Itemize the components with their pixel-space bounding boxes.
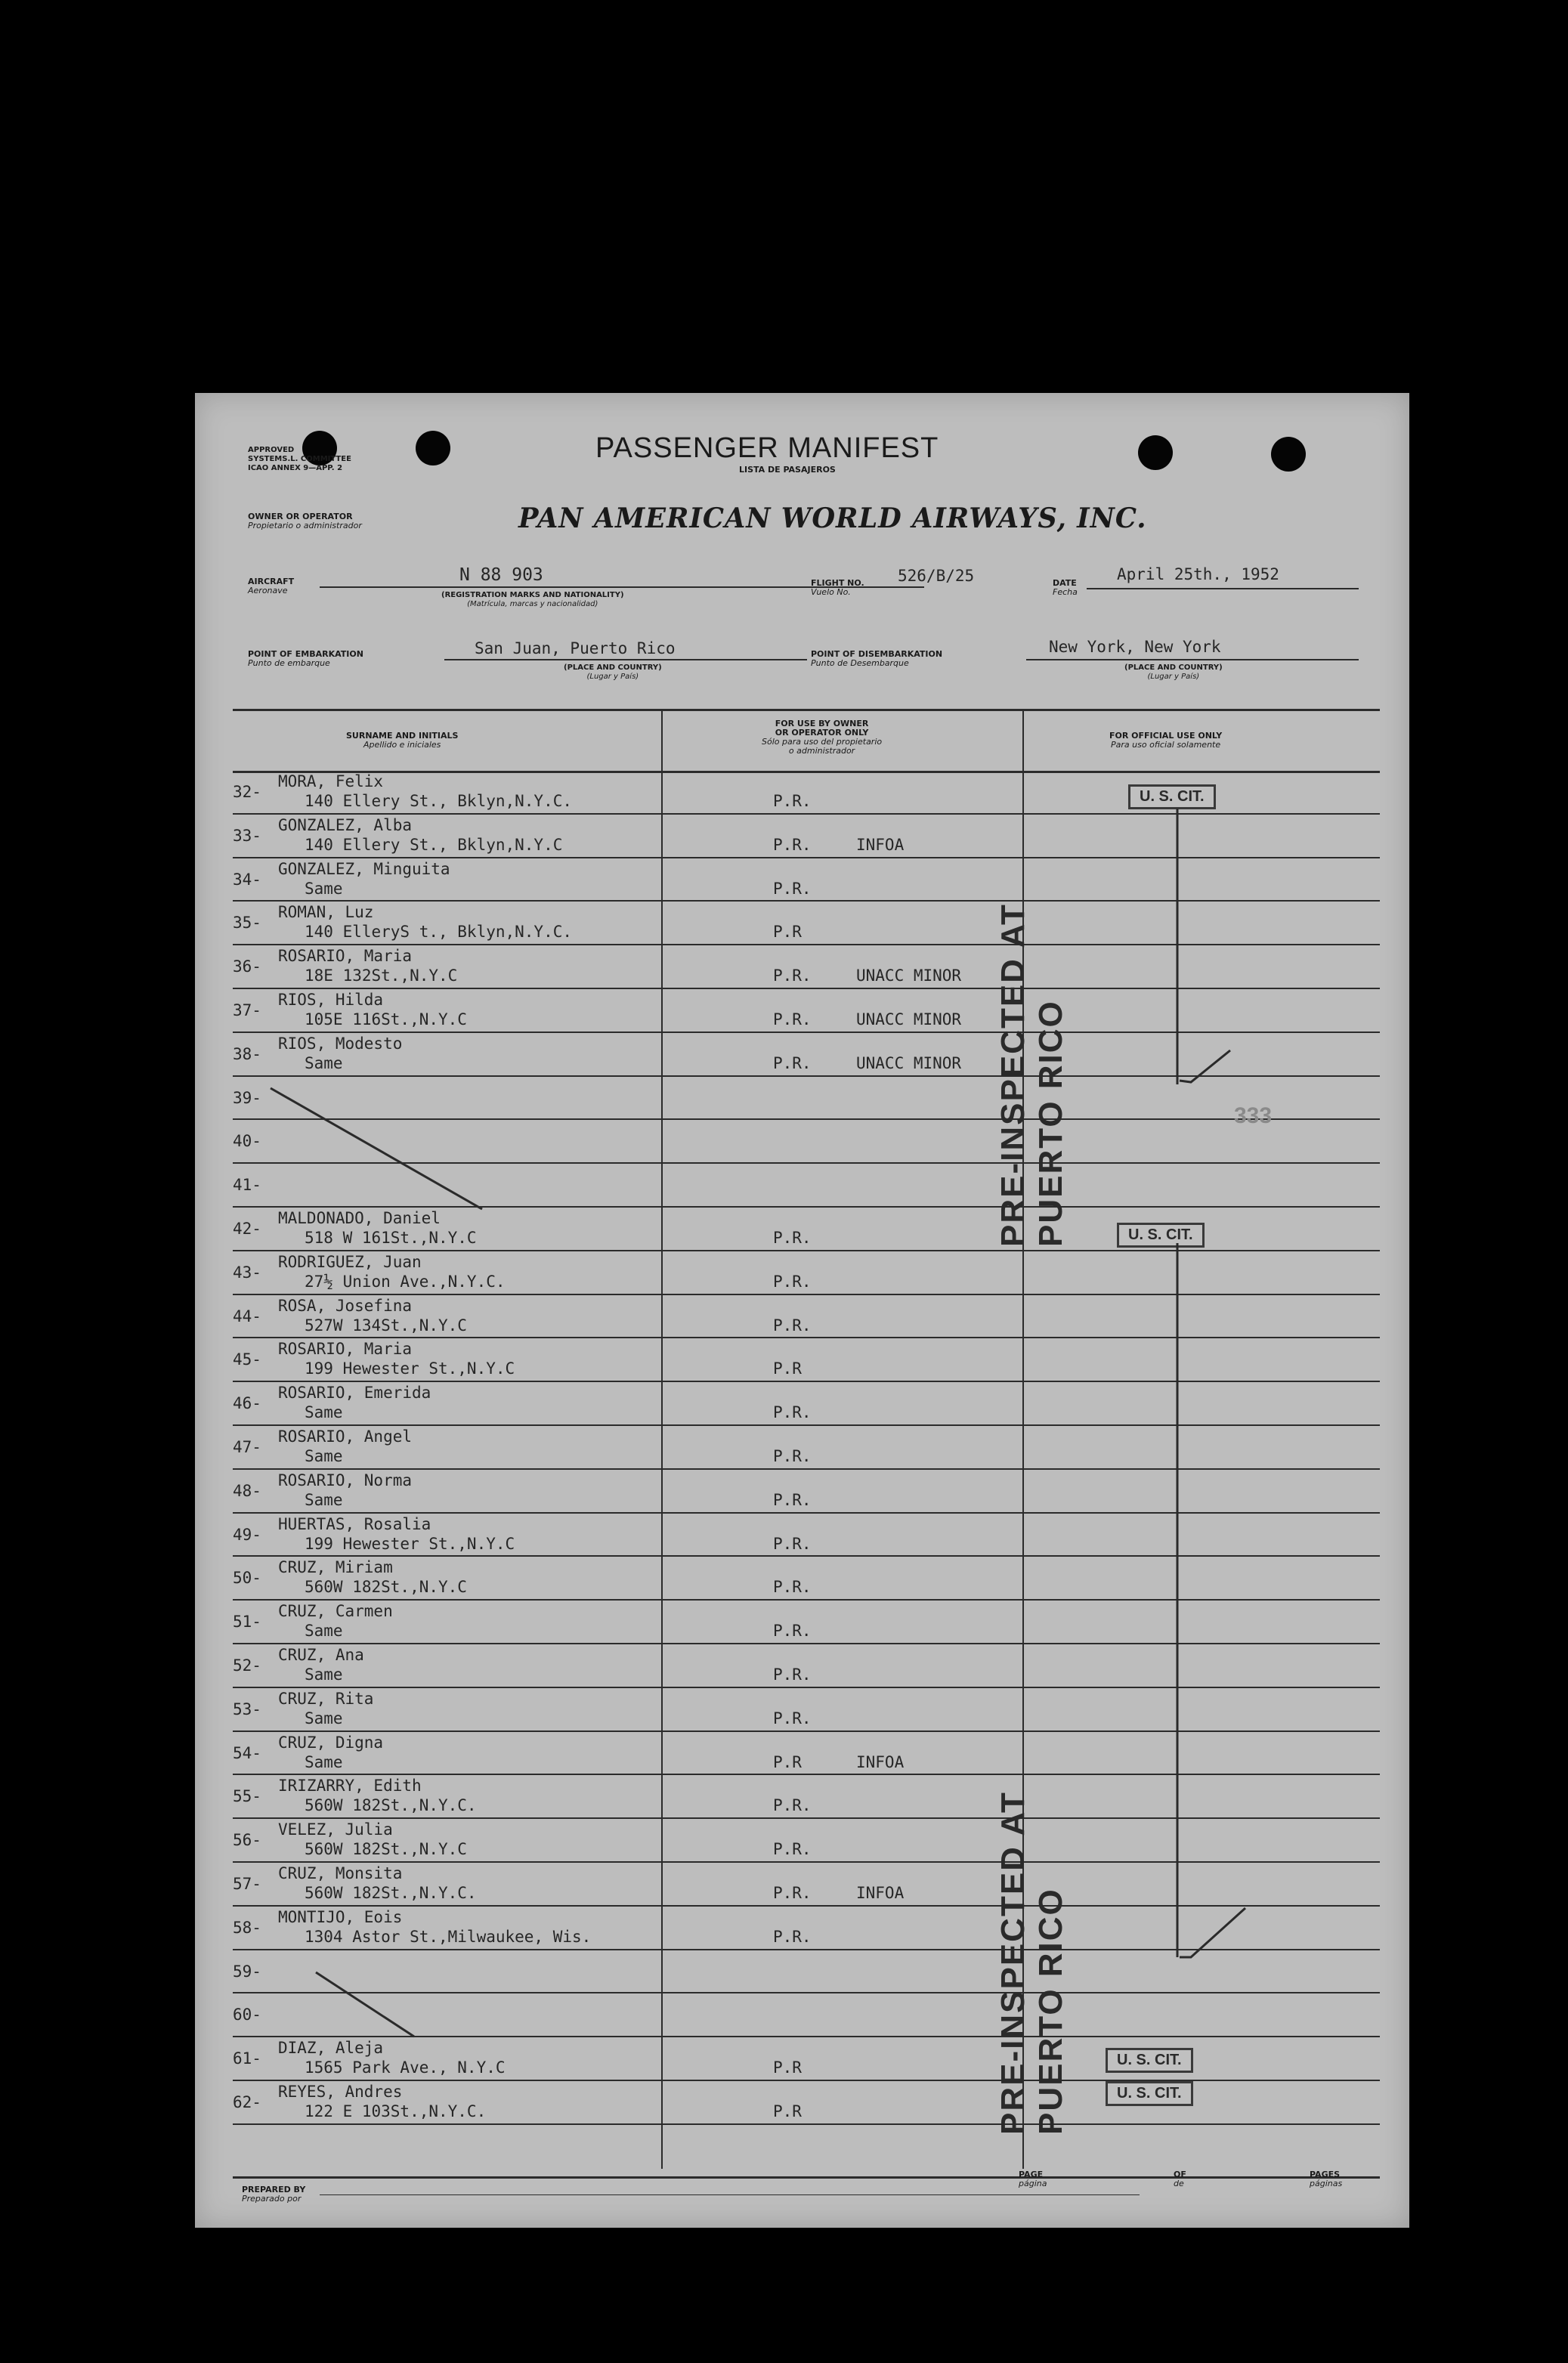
registration-caption: (REGISTRATION MARKS AND NATIONALITY) (Matrícula, marcas y nacionalidad): [441, 591, 624, 608]
passenger-address: Same: [305, 1053, 343, 1072]
origin-code: P.R.: [773, 879, 812, 898]
passenger-address: Same: [305, 1447, 343, 1465]
row-number: 50-: [233, 1569, 261, 1588]
passenger-name: RODRIGUEZ, Juan: [278, 1252, 422, 1271]
origin-code: P.R: [773, 1752, 802, 1771]
disembark-caption: (PLACE AND COUNTRY) (Lugar y País): [1124, 663, 1223, 681]
embark-value: San Juan, Puerto Rico: [475, 639, 676, 657]
row-number: 48-: [233, 1481, 261, 1500]
origin-code: P.R.: [773, 1403, 812, 1422]
row-number: 32-: [233, 783, 261, 801]
us-cit-stamp: U. S. CIT.: [1117, 1223, 1205, 1248]
row-number: 45-: [233, 1350, 261, 1369]
passenger-address: 560W 182St.,N.Y.C.: [305, 1884, 477, 1902]
passenger-address: 199 Hewester St.,N.Y.C: [305, 1534, 515, 1553]
pen-marks: [195, 393, 1409, 2228]
row-number: 60-: [233, 2006, 261, 2024]
passenger-name: CRUZ, Ana: [278, 1646, 364, 1664]
passenger-address: 18E 132St.,N.Y.C: [305, 967, 458, 985]
void-strike: [271, 1088, 482, 1209]
passenger-name: RIOS, Hilda: [278, 991, 384, 1009]
row-number: 59-: [233, 1962, 261, 1981]
passenger-name: HUERTAS, Rosalia: [278, 1514, 431, 1533]
passenger-name: VELEZ, Julia: [278, 1820, 393, 1839]
page-label: PAGE página: [1019, 2170, 1047, 2188]
origin-code: P.R.: [773, 1534, 812, 1553]
origin-code: P.R.: [773, 1053, 812, 1072]
origin-code: P.R.: [773, 792, 812, 810]
row-number: 49-: [233, 1525, 261, 1544]
row-number: 44-: [233, 1307, 261, 1325]
origin-code: P.R: [773, 2058, 802, 2077]
origin-code: P.R.: [773, 1927, 812, 1946]
approval-line: SYSTEMS.L. COMMITTEE: [248, 455, 351, 463]
embark-caption: (PLACE AND COUNTRY) (Lugar y País): [564, 663, 662, 681]
row-number: 46-: [233, 1394, 261, 1413]
passenger-address: 199 Hewester St.,N.Y.C: [305, 1359, 515, 1378]
col-header-surname: SURNAME AND INITIALS Apellido e iniciales: [346, 731, 459, 750]
passenger-address: 1304 Astor St.,Milwaukee, Wis.: [305, 1927, 592, 1946]
passenger-name: ROSA, Josefina: [278, 1296, 413, 1315]
check-mark: [1180, 1908, 1245, 1957]
origin-code: P.R.: [773, 1316, 812, 1335]
prepared-by-label: PREPARED BY Preparado por: [242, 2185, 306, 2204]
passenger-address: Same: [305, 879, 343, 898]
origin-code: P.R.: [773, 1229, 812, 1247]
owner-label: OWNER OR OPERATOR Propietario o administrador: [248, 512, 362, 530]
passenger-address: Same: [305, 1666, 343, 1684]
void-strike: [316, 1972, 414, 2037]
passenger-address: 527W 134St.,N.Y.C: [305, 1316, 467, 1335]
passenger-name: CRUZ, Miriam: [278, 1558, 393, 1577]
passenger-name: MONTIJO, Eois: [278, 1907, 403, 1926]
passenger-name: ROSARIO, Maria: [278, 1340, 413, 1359]
row-number: 56-: [233, 1831, 261, 1850]
passenger-address: 105E 116St.,N.Y.C: [305, 1010, 467, 1028]
passenger-note: INFOA: [856, 1884, 905, 1902]
passenger-address: 140 Ellery St., Bklyn,N.Y.C: [305, 835, 563, 854]
row-number: 53-: [233, 1700, 261, 1718]
page-stamp-number: 333: [1234, 1103, 1273, 1128]
us-cit-stamp: U. S. CIT.: [1106, 2081, 1193, 2106]
passenger-address: 560W 182St.,N.Y.C: [305, 1840, 467, 1859]
passenger-address: 122 E 103St.,N.Y.C.: [305, 2102, 487, 2120]
approval-line: APPROVED: [248, 446, 295, 454]
passenger-address: 518 W 161St.,N.Y.C: [305, 1229, 477, 1247]
passenger-name: ROSARIO, Angel: [278, 1427, 413, 1446]
passenger-note: UNACC MINOR: [856, 1010, 962, 1028]
passenger-name: MORA, Felix: [278, 772, 384, 790]
date-label: DATE Fecha: [1053, 578, 1078, 597]
passenger-address: Same: [305, 1752, 343, 1771]
row-number: 54-: [233, 1743, 261, 1762]
passenger-address: Same: [305, 1709, 343, 1727]
disembark-label: POINT OF DISEMBARKATION Punto de Desembarque: [811, 649, 943, 668]
origin-code: P.R.: [773, 967, 812, 985]
owner-value: PAN AMERICAN WORLD AIRWAYS, INC.: [518, 503, 1147, 534]
document-title: PASSENGER MANIFEST: [595, 432, 939, 464]
of-label: OF de: [1174, 2170, 1186, 2188]
flight-label: FLIGHT NO. Vuelo No.: [811, 578, 864, 597]
row-number: 33-: [233, 826, 261, 845]
passenger-note: INFOA: [856, 835, 905, 854]
row-number: 43-: [233, 1263, 261, 1282]
us-cit-stamp: U. S. CIT.: [1106, 2048, 1193, 2073]
pre-inspected-stamp: PRE-INSPECTED AT PUERTO RICO: [994, 903, 1069, 1247]
us-cit-stamp: U. S. CIT.: [1128, 784, 1216, 809]
passenger-address: 1565 Park Ave., N.Y.C: [305, 2058, 506, 2077]
row-number: 52-: [233, 1656, 261, 1675]
row-number: 38-: [233, 1044, 261, 1063]
passenger-name: GONZALEZ, Alba: [278, 815, 413, 834]
approval-line: ICAO ANNEX 9—APP. 2: [248, 464, 343, 472]
passenger-name: MALDONADO, Daniel: [278, 1209, 441, 1227]
passenger-address: Same: [305, 1403, 343, 1422]
row-number: 51-: [233, 1613, 261, 1632]
passenger-name: CRUZ, Digna: [278, 1733, 384, 1752]
row-number: 36-: [233, 957, 261, 976]
row-number: 40-: [233, 1132, 261, 1151]
row-number: 61-: [233, 2049, 261, 2068]
flight-value: 526/B/25: [898, 567, 975, 585]
origin-code: P.R.: [773, 1272, 812, 1291]
passenger-address: 27½ Union Ave.,N.Y.C.: [305, 1272, 506, 1291]
origin-code: P.R.: [773, 1010, 812, 1028]
row-number: 42-: [233, 1220, 261, 1238]
manifest-sheet: [195, 393, 1409, 2228]
date-value: April 25th., 1952: [1117, 565, 1279, 583]
passenger-name: IRIZARRY, Edith: [278, 1777, 422, 1795]
origin-code: P.R: [773, 1359, 802, 1378]
passenger-name: ROSARIO, Emerida: [278, 1384, 431, 1403]
passenger-address: 560W 182St.,N.Y.C: [305, 1578, 467, 1597]
row-number: 58-: [233, 1918, 261, 1937]
origin-code: P.R: [773, 2102, 802, 2120]
row-number: 62-: [233, 2093, 261, 2111]
embark-label: POINT OF EMBARKATION Punto de embarque: [248, 649, 363, 668]
aircraft-label: AIRCRAFT Aeronave: [248, 577, 295, 595]
origin-code: P.R.: [773, 1709, 812, 1727]
row-number: 35-: [233, 914, 261, 933]
origin-code: P.R.: [773, 1622, 812, 1641]
row-number: 55-: [233, 1787, 261, 1806]
origin-code: P.R.: [773, 1884, 812, 1902]
passenger-address: Same: [305, 1622, 343, 1641]
row-number: 37-: [233, 1001, 261, 1019]
col-header-owner: FOR USE BY OWNER OR OPERATOR ONLY Sólo para uso del propietario o administrador: [762, 719, 883, 756]
passenger-address: 560W 182St.,N.Y.C.: [305, 1796, 477, 1815]
passenger-name: ROSARIO, Maria: [278, 947, 413, 966]
col-header-official: FOR OFFICIAL USE ONLY Para uso oficial solamente: [1109, 731, 1223, 750]
passenger-name: ROSARIO, Norma: [278, 1471, 413, 1489]
check-mark: [1180, 1050, 1230, 1082]
origin-code: P.R.: [773, 1578, 812, 1597]
document-subtitle: LISTA DE PASAJEROS: [739, 465, 836, 475]
passenger-note: UNACC MINOR: [856, 1053, 962, 1072]
passenger-name: CRUZ, Carmen: [278, 1602, 393, 1621]
pre-inspected-stamp: PRE-INSPECTED AT PUERTO RICO: [994, 1791, 1069, 2135]
origin-code: P.R.: [773, 1447, 812, 1465]
passenger-name: GONZALEZ, Minguita: [278, 859, 450, 878]
passenger-name: CRUZ, Rita: [278, 1689, 374, 1708]
disembark-value: New York, New York: [1049, 638, 1221, 656]
passenger-address: 140 ElleryS t., Bklyn,N.Y.C.: [305, 923, 573, 942]
passenger-name: REYES, Andres: [278, 2083, 403, 2101]
passenger-name: CRUZ, Monsita: [278, 1864, 403, 1882]
row-number: 57-: [233, 1875, 261, 1893]
row-number: 47-: [233, 1438, 261, 1456]
passenger-note: INFOA: [856, 1752, 905, 1771]
passenger-name: ROMAN, Luz: [278, 903, 374, 922]
row-number: 34-: [233, 870, 261, 889]
aircraft-value: N 88 903: [459, 565, 543, 585]
passenger-address: Same: [305, 1490, 343, 1509]
origin-code: P.R.: [773, 835, 812, 854]
origin-code: P.R.: [773, 1666, 812, 1684]
origin-code: P.R.: [773, 1490, 812, 1509]
passenger-name: RIOS, Modesto: [278, 1034, 403, 1053]
passenger-address: 140 Ellery St., Bklyn,N.Y.C.: [305, 792, 573, 810]
row-number: 39-: [233, 1088, 261, 1107]
origin-code: P.R: [773, 923, 802, 942]
passenger-note: UNACC MINOR: [856, 967, 962, 985]
pages-label: PAGES páginas: [1310, 2170, 1343, 2188]
origin-code: P.R.: [773, 1840, 812, 1859]
origin-code: P.R.: [773, 1796, 812, 1815]
row-number: 41-: [233, 1176, 261, 1195]
passenger-name: DIAZ, Aleja: [278, 2039, 384, 2058]
